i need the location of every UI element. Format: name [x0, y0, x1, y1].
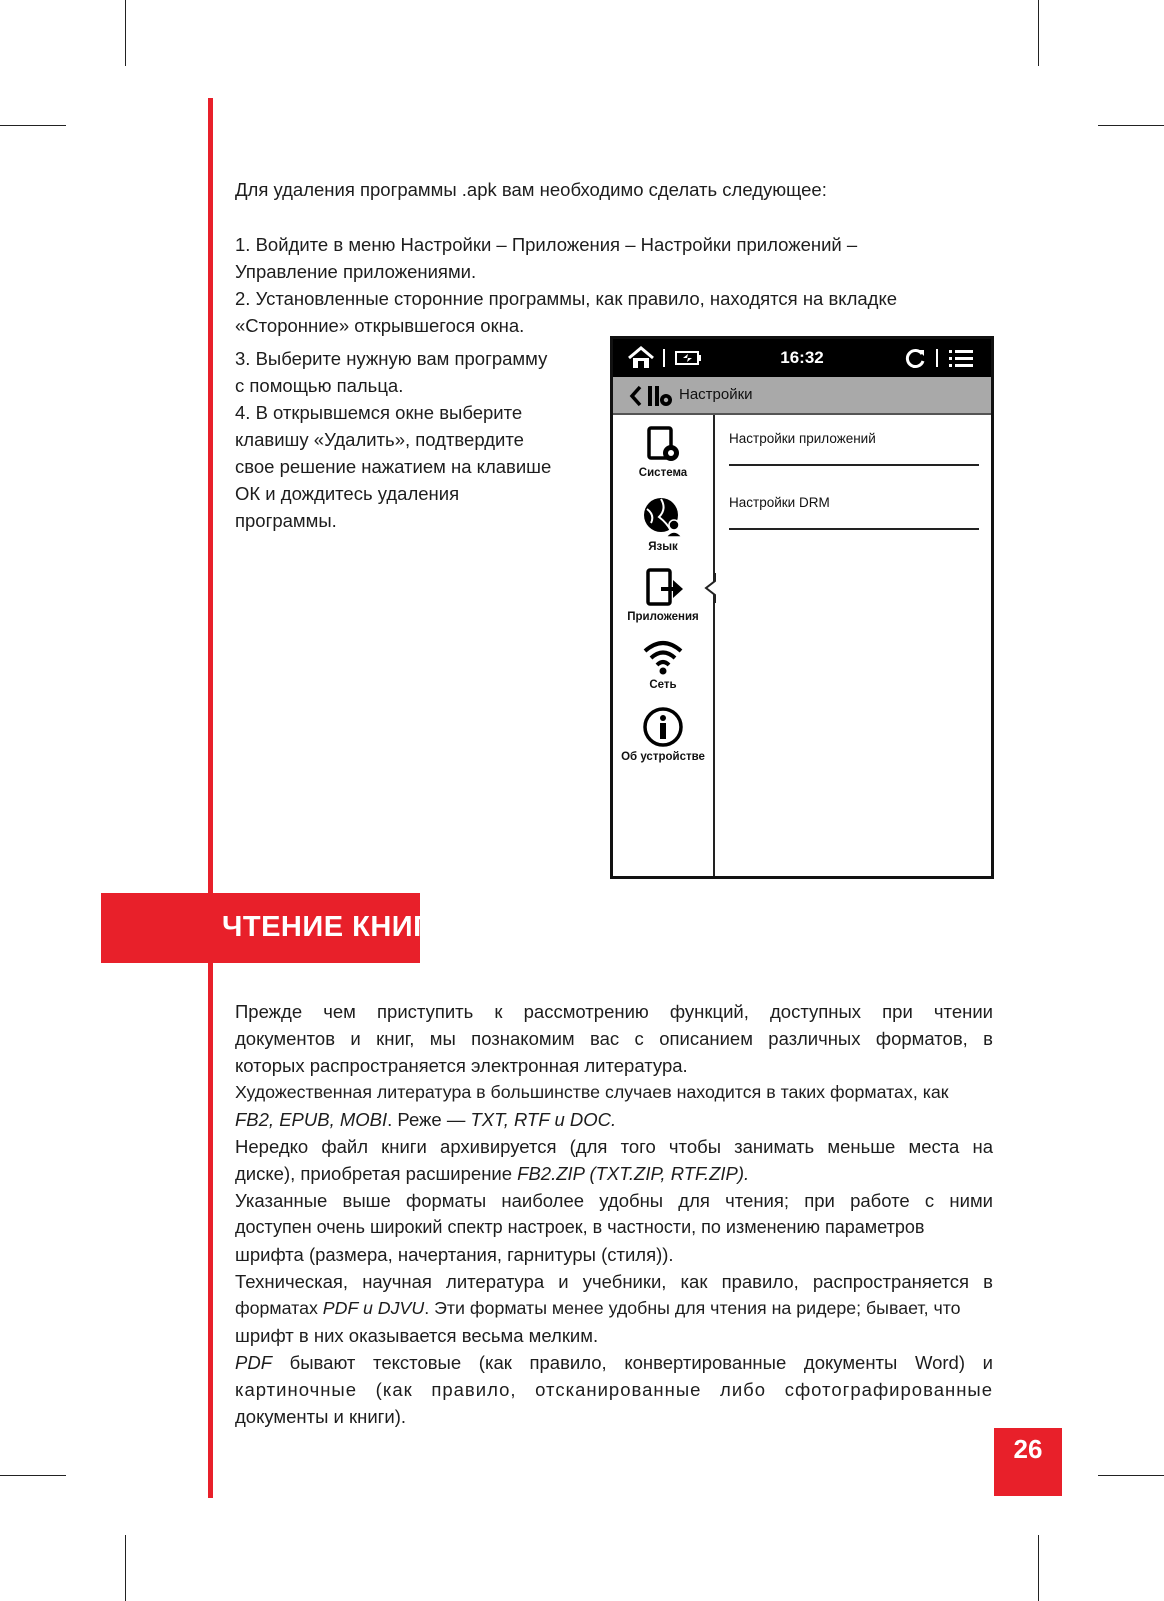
body-line: Художественная литература в большинстве случаев находится в таких форматах, как [235, 1082, 949, 1102]
step-4-line: 4. В открывшемся окне выберите [235, 402, 523, 423]
step-3-line: с помощью пальца. [235, 375, 404, 396]
body-line: Указанные выше форматы наиболее удобны для чтения; при работе с ними [235, 1190, 993, 1211]
selection-pointer [700, 573, 716, 608]
crop-mark [1038, 0, 1039, 66]
globe-person-icon [641, 495, 685, 539]
crop-mark [1038, 1535, 1039, 1601]
device-screenshot [610, 336, 994, 879]
crop-mark [1098, 125, 1164, 126]
divider [936, 349, 938, 367]
step-1-line: Управление приложениями. [235, 261, 477, 282]
status-time: 16:32 [780, 348, 824, 367]
body-line: которых распространяется электронная литература. [235, 1055, 688, 1076]
section-title: ЧТЕНИЕ КНИГ [222, 911, 431, 943]
body-line: FB2, EPUB, MOBI. Реже — TXT, RTF и DOC. [235, 1109, 617, 1130]
crop-mark [0, 1475, 66, 1476]
step-4-line: программы. [235, 510, 337, 531]
crop-mark [0, 125, 66, 126]
settings-sidebar [613, 415, 715, 876]
body-line: шрифта (размера, начертания, гарнитуры (стиля)). [235, 1244, 674, 1265]
title-bar [613, 377, 991, 415]
settings-entry-drm[interactable]: Настройки DRM [729, 495, 979, 530]
page-number: 26 [1013, 1434, 1043, 1464]
menu-list-icon[interactable] [949, 349, 973, 374]
back-chevron-icon[interactable] [629, 385, 643, 412]
crop-mark [125, 0, 126, 66]
sidebar-item-about[interactable]: Об устройстве [613, 705, 713, 763]
sidebar-item-apps[interactable]: Приложения [613, 567, 713, 623]
body-line: диске), приобретая расширение FB2.ZIP (TXT.ZIP, RTF.ZIP). [235, 1163, 750, 1184]
crop-mark [125, 1535, 126, 1601]
step-2-line: «Сторонние» открывшегося окна. [235, 315, 525, 336]
body-line: картиночные (как правило, отсканированные либо сфотографированные [235, 1379, 993, 1400]
step-4-line: свое решение нажатием на клавише [235, 456, 552, 477]
info-icon [641, 705, 685, 749]
body-line: документы и книги). [235, 1406, 407, 1427]
refresh-icon[interactable] [903, 347, 927, 374]
status-bar [613, 339, 991, 377]
step-4-line: клавишу «Удалить», подтвердите [235, 429, 524, 450]
sidebar-item-language[interactable]: Язык [613, 495, 713, 553]
wifi-icon [641, 637, 685, 677]
sidebar-item-system[interactable]: Система [613, 425, 713, 479]
body-line: доступен очень широкий спектр настроек, в частности, по изменению параметров [235, 1217, 925, 1237]
intro-text: Для удаления программы .apk вам необходимо сделать следующее: [235, 179, 827, 200]
settings-tools-icon [645, 384, 673, 413]
body-line: шрифт в них оказывается весьма мелким. [235, 1325, 599, 1346]
body-line: Нередко файл книги архивируется (для того чтобы занимать меньше места на [235, 1136, 993, 1157]
body-line: Прежде чем приступить к рассмотрению функций, доступных при чтении [235, 1001, 993, 1022]
sidebar-item-network[interactable]: Сеть [613, 637, 713, 691]
device-gear-icon [641, 425, 685, 465]
step-3-line: 3. Выберите нужную вам программу [235, 348, 548, 369]
crop-mark [1098, 1475, 1164, 1476]
step-1-line: 1. Войдите в меню Настройки – Приложения – Настройки приложений – [235, 234, 858, 255]
body-line: PDF бывают текстовые (как правило, конвертированные документы Word) и [235, 1352, 993, 1373]
step-2-line: 2. Установленные сторонние программы, как правило, находятся на вкладке [235, 288, 898, 309]
settings-entry-apps[interactable]: Настройки приложений [729, 431, 979, 466]
app-export-icon [641, 567, 685, 609]
margin-accent-bar [208, 98, 213, 1498]
body-line: документов и книг, мы познакомим вас с описанием различных форматов, в [235, 1028, 993, 1049]
body-line: форматах PDF и DJVU. Эти форматы менее удобны для чтения на ридере; бывает, что [235, 1298, 961, 1318]
body-line: Техническая, научная литература и учебники, как правило, распространяется в [235, 1271, 993, 1292]
screen-title: Настройки [679, 386, 753, 403]
step-4-line: ОК и дождитесь удаления [235, 483, 460, 504]
